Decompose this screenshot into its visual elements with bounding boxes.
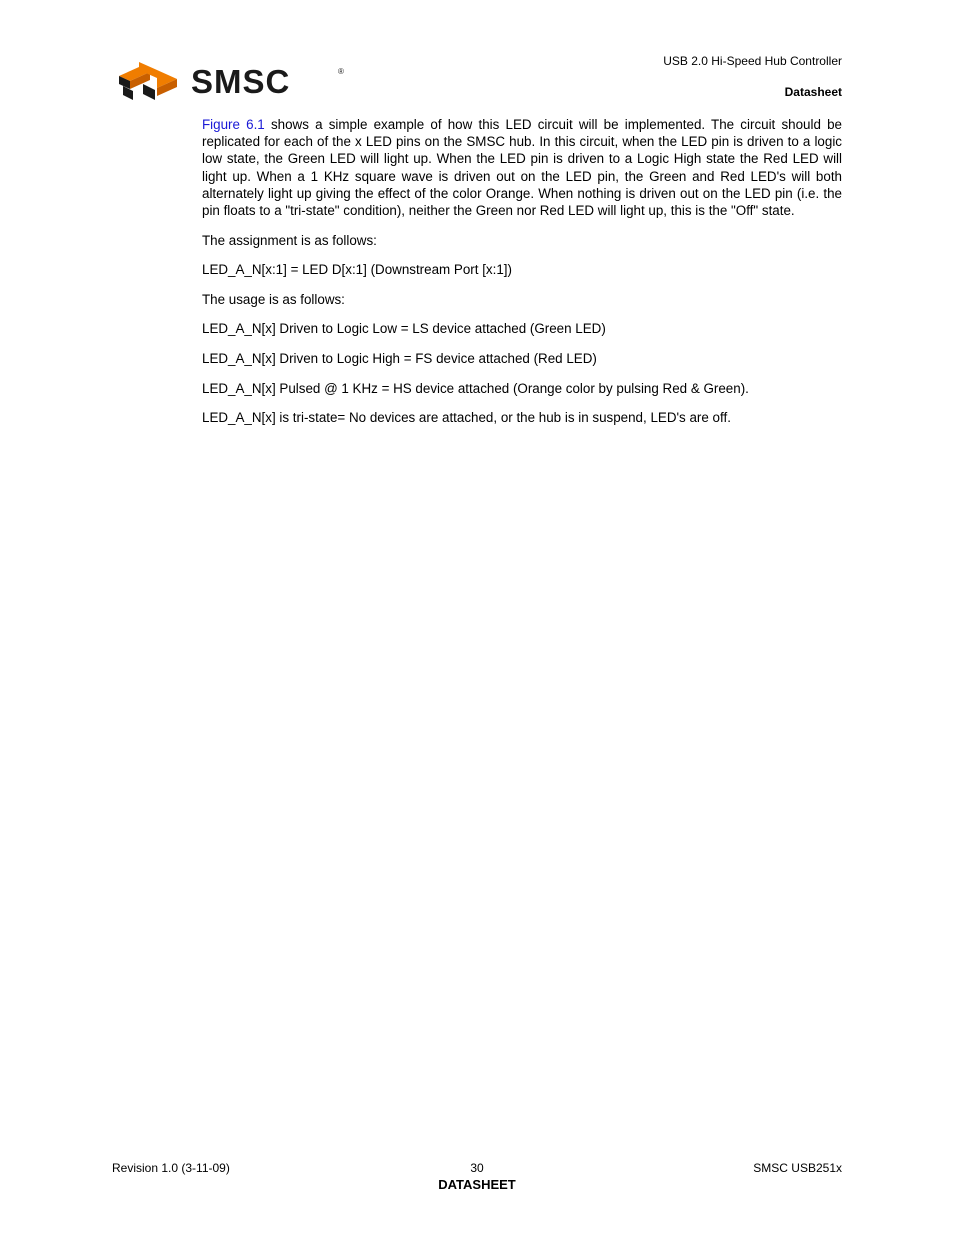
paragraph-usage-tristate: LED_A_N[x] is tri-state= No devices are attached, or the hub is in suspend, LED's are off. [202,410,731,426]
figure-link[interactable]: Figure 6.1 [202,117,265,132]
footer-product: SMSC USB251x [753,1161,842,1175]
paragraph-usage-low: LED_A_N[x] Driven to Logic Low = LS device attached (Green LED) [202,321,606,337]
product-title: USB 2.0 Hi-Speed Hub Controller [663,54,842,68]
svg-text:SMSC: SMSC [191,63,291,100]
footer-doc-label: DATASHEET [438,1177,516,1192]
doc-type: Datasheet [784,85,842,99]
footer-revision: Revision 1.0 (3-11-09) [112,1161,230,1175]
paragraph-assignment: LED_A_N[x:1] = LED D[x:1] (Downstream Port [x:1]) [202,262,512,278]
smsc-logo [117,60,352,102]
body-content [202,116,842,439]
paragraph-usage-high: LED_A_N[x] Driven to Logic High = FS device attached (Red LED) [202,350,597,366]
header-right [663,54,842,99]
paragraph-usage-intro: The usage is as follows: [202,291,345,307]
page-number: 30 [470,1161,484,1175]
paragraph-assignment-intro: The assignment is as follows: [202,232,377,248]
svg-text:®: ® [338,67,344,76]
paragraph-led-circuit-text: shows a simple example of how this LED circuit will be implemented. The circuit should be replicated for each of the x LED pins on the SMSC hub. In this circuit, when the LED pin is driven to a logic low state, the Green LED will light up. When the LED pin is driven to a Logic High state the Red LED will light up. When a 1 KHz square wave is driven out on the LED pin, the Green and Red LED's will both alternately light up giving the effect of the color Orange. When nothing is driven out on the LED pin (i.e. the pin floats to a "tri-state" condition), neither the Green nor Red LED will light up, this is the "Off" state. [202,117,842,219]
paragraph-led-circuit [202,116,842,219]
paragraph-usage-pulsed: LED_A_N[x] Pulsed @ 1 KHz = HS device attached (Orange color by pulsing Red & Green). [202,380,749,396]
